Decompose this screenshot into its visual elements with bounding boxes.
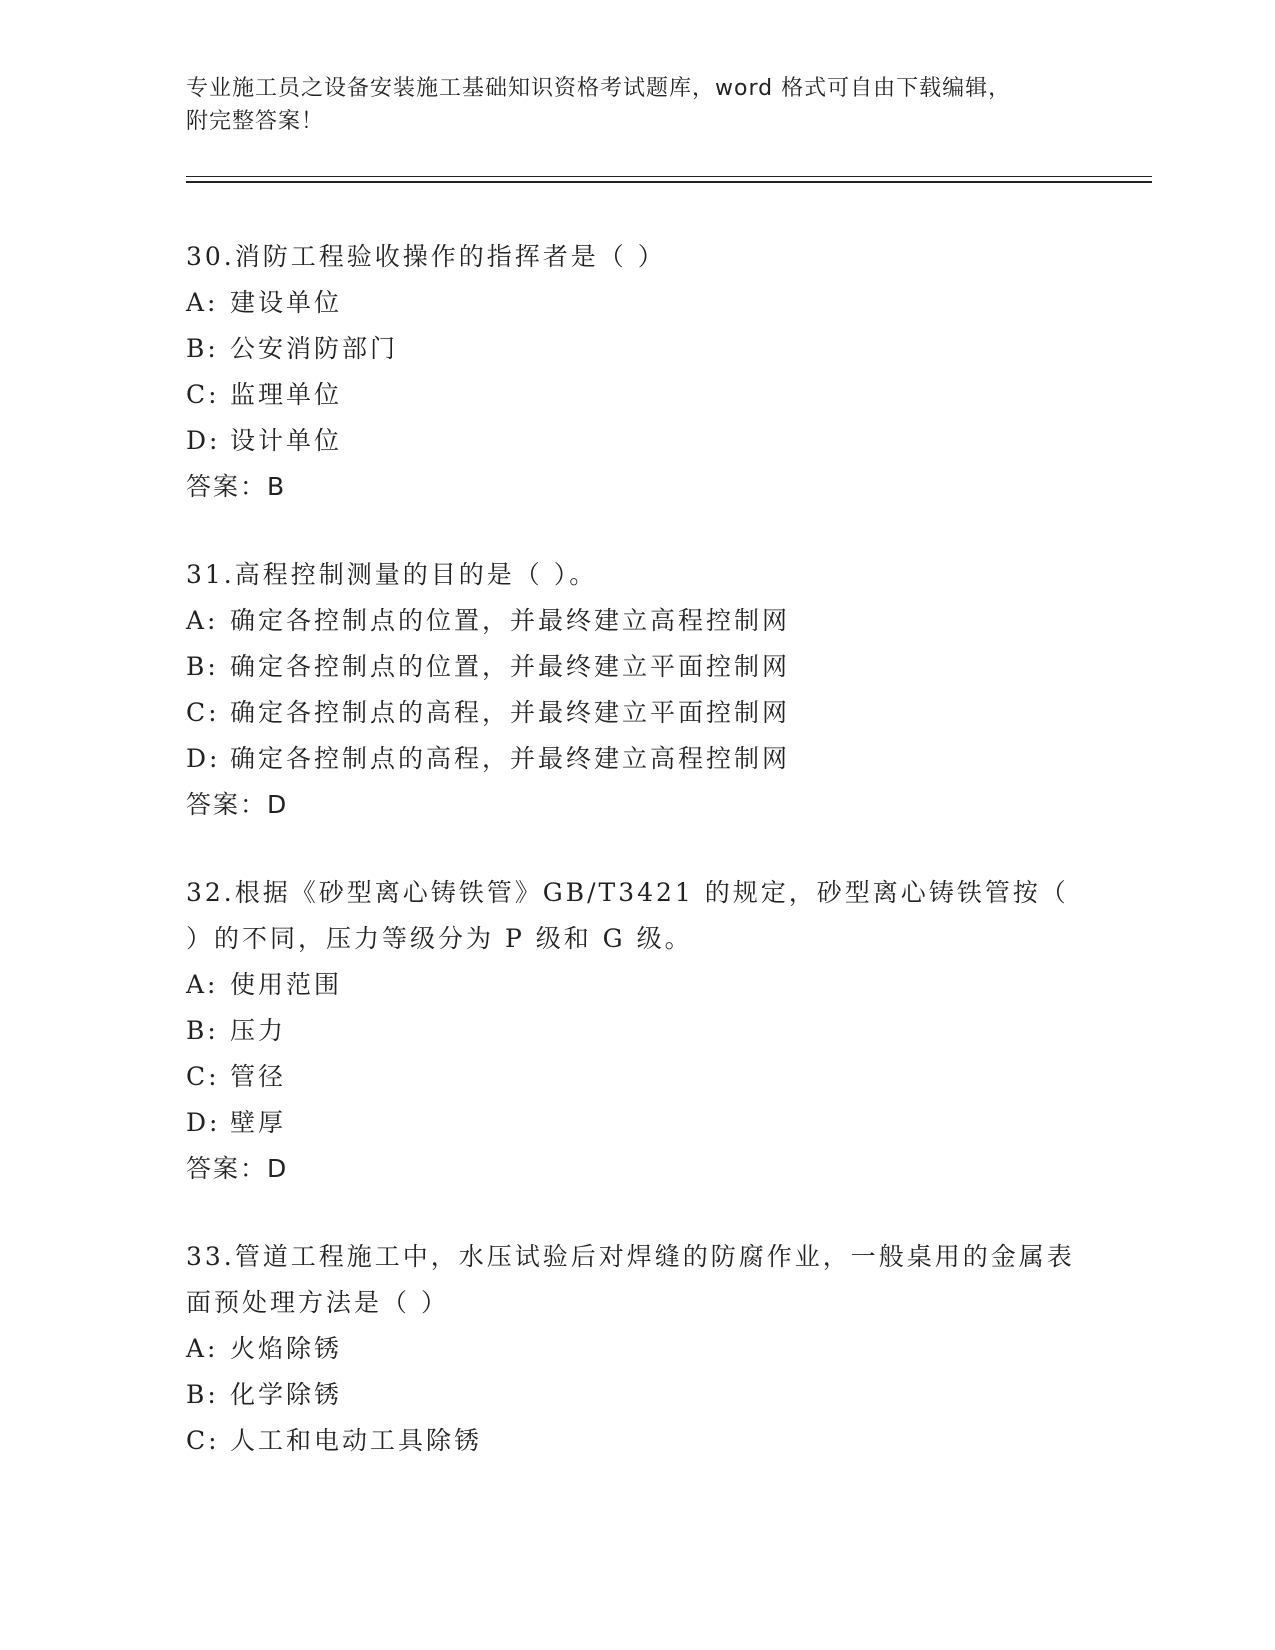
option-text: 确定各控制点的位置，并最终建立平面控制网: [230, 652, 791, 681]
option-c: [186, 1054, 1086, 1100]
question-31: [186, 552, 1086, 828]
document-header: [186, 72, 1086, 138]
option-b: [186, 1008, 1086, 1054]
option-letter: B:: [186, 652, 219, 681]
option-text: 公安消防部门: [230, 334, 399, 363]
option-letter: C:: [186, 698, 220, 727]
option-d: [186, 736, 1086, 782]
question-text: 32.根据《砂型离心铸铁管》GB/T3421 的规定，砂型离心铸铁管按（ ）的不同，压力等级分为 P 级和 G 级。: [186, 878, 1069, 953]
option-a: [186, 598, 1086, 644]
option-a: [186, 280, 1086, 326]
option-letter: D:: [186, 426, 221, 455]
option-text: 火焰除锈: [230, 1334, 343, 1363]
option-letter: C:: [186, 380, 220, 409]
question-30: [186, 234, 1086, 510]
option-letter: C:: [186, 1062, 220, 1091]
header-divider-thick: [186, 181, 1152, 183]
option-text: 人工和电动工具除锈: [230, 1426, 483, 1455]
option-text: 确定各控制点的高程，并最终建立高程控制网: [230, 744, 791, 773]
option-letter: B:: [186, 1016, 219, 1045]
answer-line: 答案：D: [186, 790, 289, 819]
option-text: 建设单位: [230, 288, 343, 317]
option-letter: C:: [186, 1426, 220, 1455]
option-text: 管径: [230, 1062, 287, 1091]
option-letter: A:: [186, 606, 219, 635]
option-text: 设计单位: [230, 426, 343, 455]
option-b: [186, 644, 1086, 690]
answer-line: 答案：B: [186, 472, 287, 501]
question-list: [186, 234, 1086, 1506]
question-text: 33.管道工程施工中，水压试验后对焊缝的防腐作业，一般桌用的金属表面预处理方法是（ ）: [186, 1242, 1075, 1317]
option-letter: D:: [186, 744, 221, 773]
option-text: 确定各控制点的高程，并最终建立平面控制网: [230, 698, 791, 727]
option-d: [186, 1100, 1086, 1146]
question-text: 30.消防工程验收操作的指挥者是（ ）: [186, 242, 666, 271]
option-text: 监理单位: [230, 380, 343, 409]
option-c: [186, 1418, 1086, 1464]
option-text: 确定各控制点的位置，并最终建立高程控制网: [230, 606, 791, 635]
question-text: 31.高程控制测量的目的是（ ）。: [186, 560, 598, 589]
option-letter: D:: [186, 1108, 221, 1137]
option-text: 壁厚: [230, 1108, 287, 1137]
question-32: [186, 870, 1086, 1192]
option-c: [186, 690, 1086, 736]
option-text: 使用范围: [230, 970, 343, 999]
option-d: [186, 418, 1086, 464]
option-letter: B:: [186, 1380, 219, 1409]
option-text: 压力: [230, 1016, 287, 1045]
header-line-2: 附完整答案！: [186, 109, 325, 134]
option-text: 化学除锈: [230, 1380, 343, 1409]
header-divider-thin: [186, 176, 1152, 177]
option-a: [186, 1326, 1086, 1372]
option-letter: A:: [186, 288, 219, 317]
option-b: [186, 1372, 1086, 1418]
option-b: [186, 326, 1086, 372]
option-letter: A:: [186, 970, 219, 999]
option-letter: B:: [186, 334, 219, 363]
option-letter: A:: [186, 1334, 219, 1363]
option-c: [186, 372, 1086, 418]
question-33: [186, 1234, 1086, 1464]
answer-line: 答案：D: [186, 1154, 289, 1183]
option-a: [186, 962, 1086, 1008]
header-line-1: 专业施工员之设备安装施工基础知识资格考试题库，word 格式可自由下载编辑，: [186, 76, 1012, 101]
